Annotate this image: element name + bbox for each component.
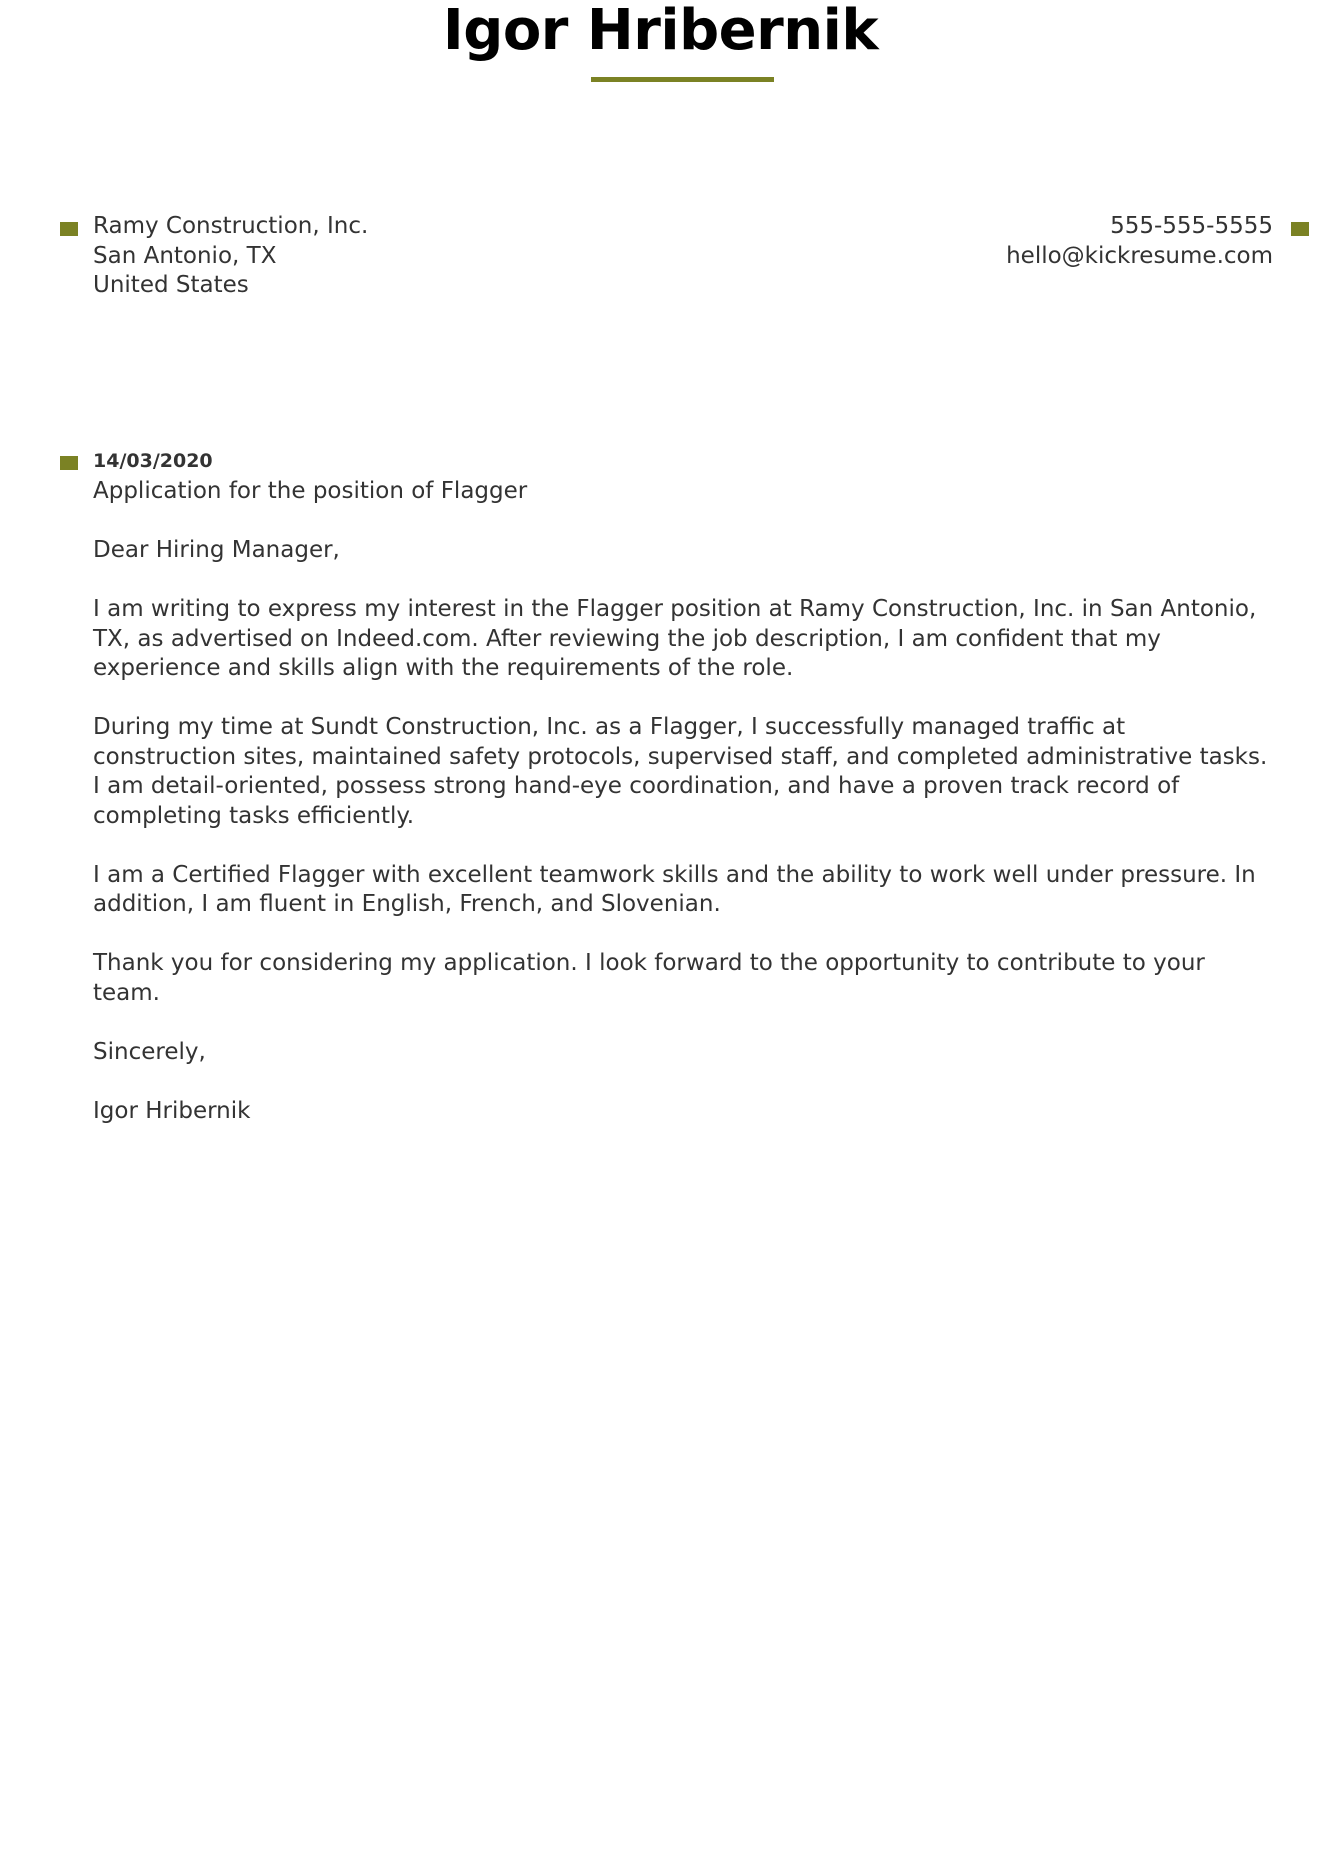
recipient-marker-icon	[60, 222, 78, 236]
recipient-country: United States	[93, 272, 249, 298]
letter-subject: Application for the position of Flagger	[93, 478, 528, 504]
contact-marker-icon	[1291, 222, 1309, 236]
letter-closing: Sincerely,	[93, 1038, 206, 1065]
letter-date: 14/03/2020	[93, 450, 213, 472]
letter-paragraph: I am writing to express my interest in the Flagger position at Ramy Construction, Inc. in San Antonio, TX, as advertised on Indeed.com. After reviewing the job description, I am confident that my experience and skills align with the requirements of the role.	[93, 596, 1257, 681]
recipient-company: Ramy Construction, Inc.	[93, 213, 369, 239]
name-underline-divider	[591, 77, 774, 82]
letter-paragraph: I am a Certified Flagger with excellent teamwork skills and the ability to work well under pressure. In addition, I am fluent in English, French, and Slovenian.	[93, 861, 1256, 917]
contact-phone: 555-555-5555	[1110, 213, 1273, 239]
recipient-address	[93, 212, 368, 301]
letter-salutation: Dear Hiring Manager,	[93, 537, 340, 563]
letter-body	[93, 477, 1273, 1156]
applicant-name: Igor Hribernik	[442, 0, 879, 63]
contact-email: hello@kickresume.com	[1006, 242, 1273, 269]
recipient-city: San Antonio, TX	[93, 242, 277, 269]
letter-paragraph: During my time at Sundt Construction, Inc. as a Flagger, I successfully managed traffic at construction sites, maintained safety protocols, supervised staff, and completed administrative tasks. I am detail-oriented, possess strong hand-eye coordination, and have a proven track record of completing tasks efficiently.	[93, 714, 1268, 829]
contact-info	[1006, 212, 1273, 271]
letter-paragraph: Thank you for considering my application. I look forward to the opportunity to contribute to your team.	[93, 950, 1205, 1006]
date-marker-icon	[60, 456, 78, 470]
letter-signature: Igor Hribernik	[93, 1097, 251, 1124]
